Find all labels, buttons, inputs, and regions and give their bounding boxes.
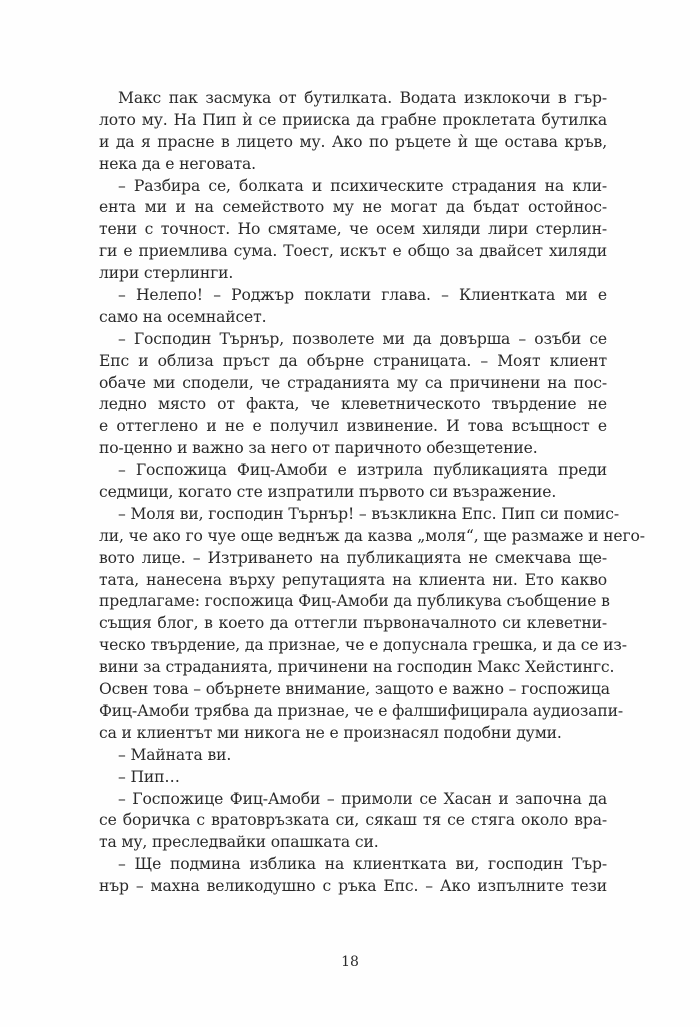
text-line: – Пип… [118, 767, 180, 786]
text-line: и да я прасне в лицето му. Ако по ръцете ѝ ще остава кръв, [99, 132, 607, 151]
text-line: само на осемнайсет. [99, 307, 267, 326]
text-line: Макс пак засмука от бутилката. Водата изклокочи в гър- [118, 89, 607, 107]
text-line: ги е приемлива сума. Тоест, искът е общо за двайсет хиляди [99, 242, 607, 261]
text-line: ента ми и на семейството му не могат да бъдат остойнос- [99, 198, 607, 217]
text-line: ли, че ако го чуе още веднъж да казва „моля“, ще размаже и него- [99, 526, 645, 545]
text-line: – Госпожица Фиц-Амоби е изтрила публикацията преди [118, 461, 607, 480]
text-line: лото му. На Пип ѝ се прииска да грабне проклетата бутилка [99, 110, 607, 129]
text-line: вини за страданията, причинени на господин Макс Хейстингс. [99, 658, 615, 677]
text-line: – Разбира се, болката и психическите страдания на кли- [118, 176, 607, 195]
text-line: – Моля ви, господин Търнър! – възкликна Епс. Пип си помис- [118, 504, 619, 523]
text-line: тени с точност. Но смятаме, че осем хиляди лири стерлин- [99, 220, 607, 239]
text-line: обаче ми сподели, че страданията му са причинени на пос- [99, 373, 607, 392]
text-line: по-ценно и важно за него от паричното обезщетение. [99, 439, 538, 458]
text-line: ческо твърдение, да признае, че е допуснала грешка, и да се из- [99, 636, 627, 655]
text-line: вото лице. – Изтриването на публикацията не смекчава ще- [99, 548, 607, 567]
text-line: тата, нанесена върху репутацията на клиента ни. Ето какво [99, 570, 607, 589]
text-line: са и клиентът ми никога не е произнасял подобни думи. [99, 723, 562, 742]
text-line: – Госпожице Фиц-Амоби – примоли се Хасан и започна да [118, 789, 607, 808]
text-line: същия блог, в което да оттегли първоначалното си клеветни- [99, 614, 607, 633]
text-line: се боричка с вратовръзката си, сякаш тя се стяга около вра- [99, 811, 607, 830]
text-line: – Господин Търнър, позволете ми да довърша – озъби се [118, 329, 607, 348]
text-line: Освен това – обърнете внимание, защото е важно – госпожица [99, 680, 610, 699]
text-line: – Ще подмина изблика на клиентката ви, господин Тър- [118, 855, 607, 874]
text-line: нека да е неговата. [99, 154, 256, 173]
text-line: нър – махна великодушно с ръка Епс. – Ако изпълните тези [99, 877, 607, 896]
text-line: та му, преследвайки опашката си. [99, 833, 379, 852]
text-line: Епс и облиза пръст да обърне страницата. – Моят клиент [99, 351, 607, 370]
text-line: – Нелепо! – Роджър поклати глава. – Клиентката ми е [118, 286, 607, 305]
text-line: Фиц-Амоби трябва да признае, че е фалшифицирала аудиозапи- [99, 701, 623, 720]
body-text [99, 88, 645, 898]
text-line: лири стерлинги. [99, 264, 234, 283]
text-line: – Майната ви. [118, 745, 232, 764]
page-number: 18 [341, 954, 359, 970]
text-line: седмици, когато сте изпратили първото си възражение. [99, 483, 557, 502]
text-line: предлагаме: госпожица Фиц-Амоби да публикува съобщение в [99, 592, 610, 611]
text-line: ледно място от факта, че клеветническото твърдение не [99, 395, 607, 414]
text-line: е оттеглено и не е получил извинение. И това всъщност е [99, 417, 607, 436]
